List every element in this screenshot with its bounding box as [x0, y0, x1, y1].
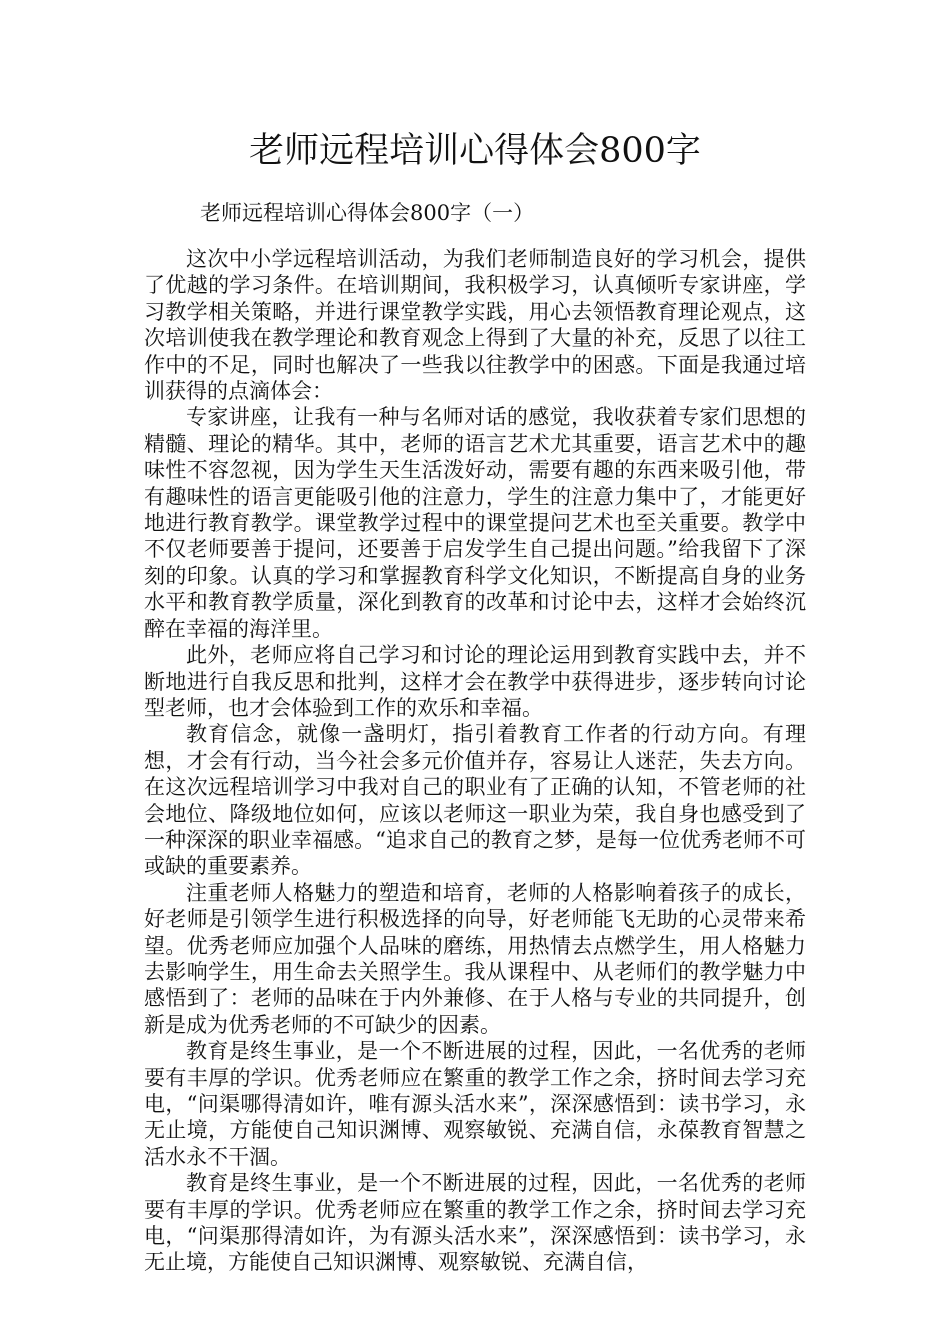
section-heading: 老师远程培训心得体会800字（一）	[200, 201, 535, 225]
paragraph: 注重老师人格魅力的塑造和培育，老师的人格影响着孩子的成长，好老师是引领学生进行积极选择的向导，好老师能飞无助的心灵带来希望。优秀老师应加强个人品味的磨练，用热情去点燃学生，用人格魅力去影响学生，用生命去关照学生。我从课程中、从老师们的教学魅力中感悟到了：老师的品味在于内外兼修、在于人格与专业的共同提升，创新是成为优秀老师的不可缺少的因素。	[144, 880, 806, 1037]
paragraph: 这次中小学远程培训活动，为我们老师制造良好的学习机会，提供了优越的学习条件。在培训期间，我积极学习，认真倾听专家讲座，学习教学相关策略，并进行课堂教学实践，用心去领悟教育理论观点，这次培训使我在教学理论和教育观念上得到了大量的补充，反思了以往工作中的不足，同时也解决了一些我以往教学中的困惑。下面是我通过培训获得的点滴体会：	[144, 247, 806, 404]
paragraph: 专家讲座，让我有一种与名师对话的感觉，我收获着专家们思想的精髓、理论的精华。其中，老师的语言艺术尤其重要，语言艺术中的趣味性不容忽视，因为学生天生活泼好动，需要有趣的东西来吸引他，带有趣味性的语言更能吸引他的注意力，学生的注意力集中了，才能更好地进行教育教学。课堂教学过程中的课堂提问艺术也至关重要。教学中不仅老师要善于提问，还要善于启发学生自己提出问题。”给我留下了深刻的印象。认真的学习和掌握教育科学文化知识，不断提高自身的业务水平和教育教学质量，深化到教育的改革和讨论中去，这样才会始终沉醉在幸福的海洋里。	[144, 405, 806, 641]
paragraph: 教育是终生事业，是一个不断进展的过程，因此，一名优秀的老师要有丰厚的学识。优秀老师应在繁重的教学工作之余，挤时间去学习充电，“问渠那得清如许，为有源头活水来”，深深感悟到：读书学习，永无止境，方能使自己知识渊博、观察敏锐、充满自信，	[144, 1171, 806, 1275]
paragraph: 教育是终生事业，是一个不断进展的过程，因此，一名优秀的老师要有丰厚的学识。优秀老师应在繁重的教学工作之余，挤时间去学习充电，“问渠哪得清如许，唯有源头活水来”，深深感悟到：读书学习，永无止境，方能使自己知识渊博、观察敏锐、充满自信，永葆教育智慧之活水永不干涸。	[144, 1039, 806, 1169]
paragraph: 教育信念，就像一盏明灯，指引着教育工作者的行动方向。有理想，才会有行动，当今社会多元价值并存，容易让人迷茫，失去方向。在这次远程培训学习中我对自己的职业有了正确的认知，不管老师的社会地位、降级地位如何，应该以老师这一职业为荣，我自身也感受到了一种深深的职业幸福感。“追求自己的教育之梦，是每一位优秀老师不可或缺的重要素养。	[144, 722, 806, 879]
document-title: 老师远程培训心得体会800字	[249, 131, 701, 171]
paragraph: 此外，老师应将自己学习和讨论的理论运用到教育实践中去，并不断地进行自我反思和批判，这样才会在教学中获得进步，逐步转向讨论型老师，也才会体验到工作的欢乐和幸福。	[144, 643, 806, 720]
document-body	[144, 246, 806, 1276]
